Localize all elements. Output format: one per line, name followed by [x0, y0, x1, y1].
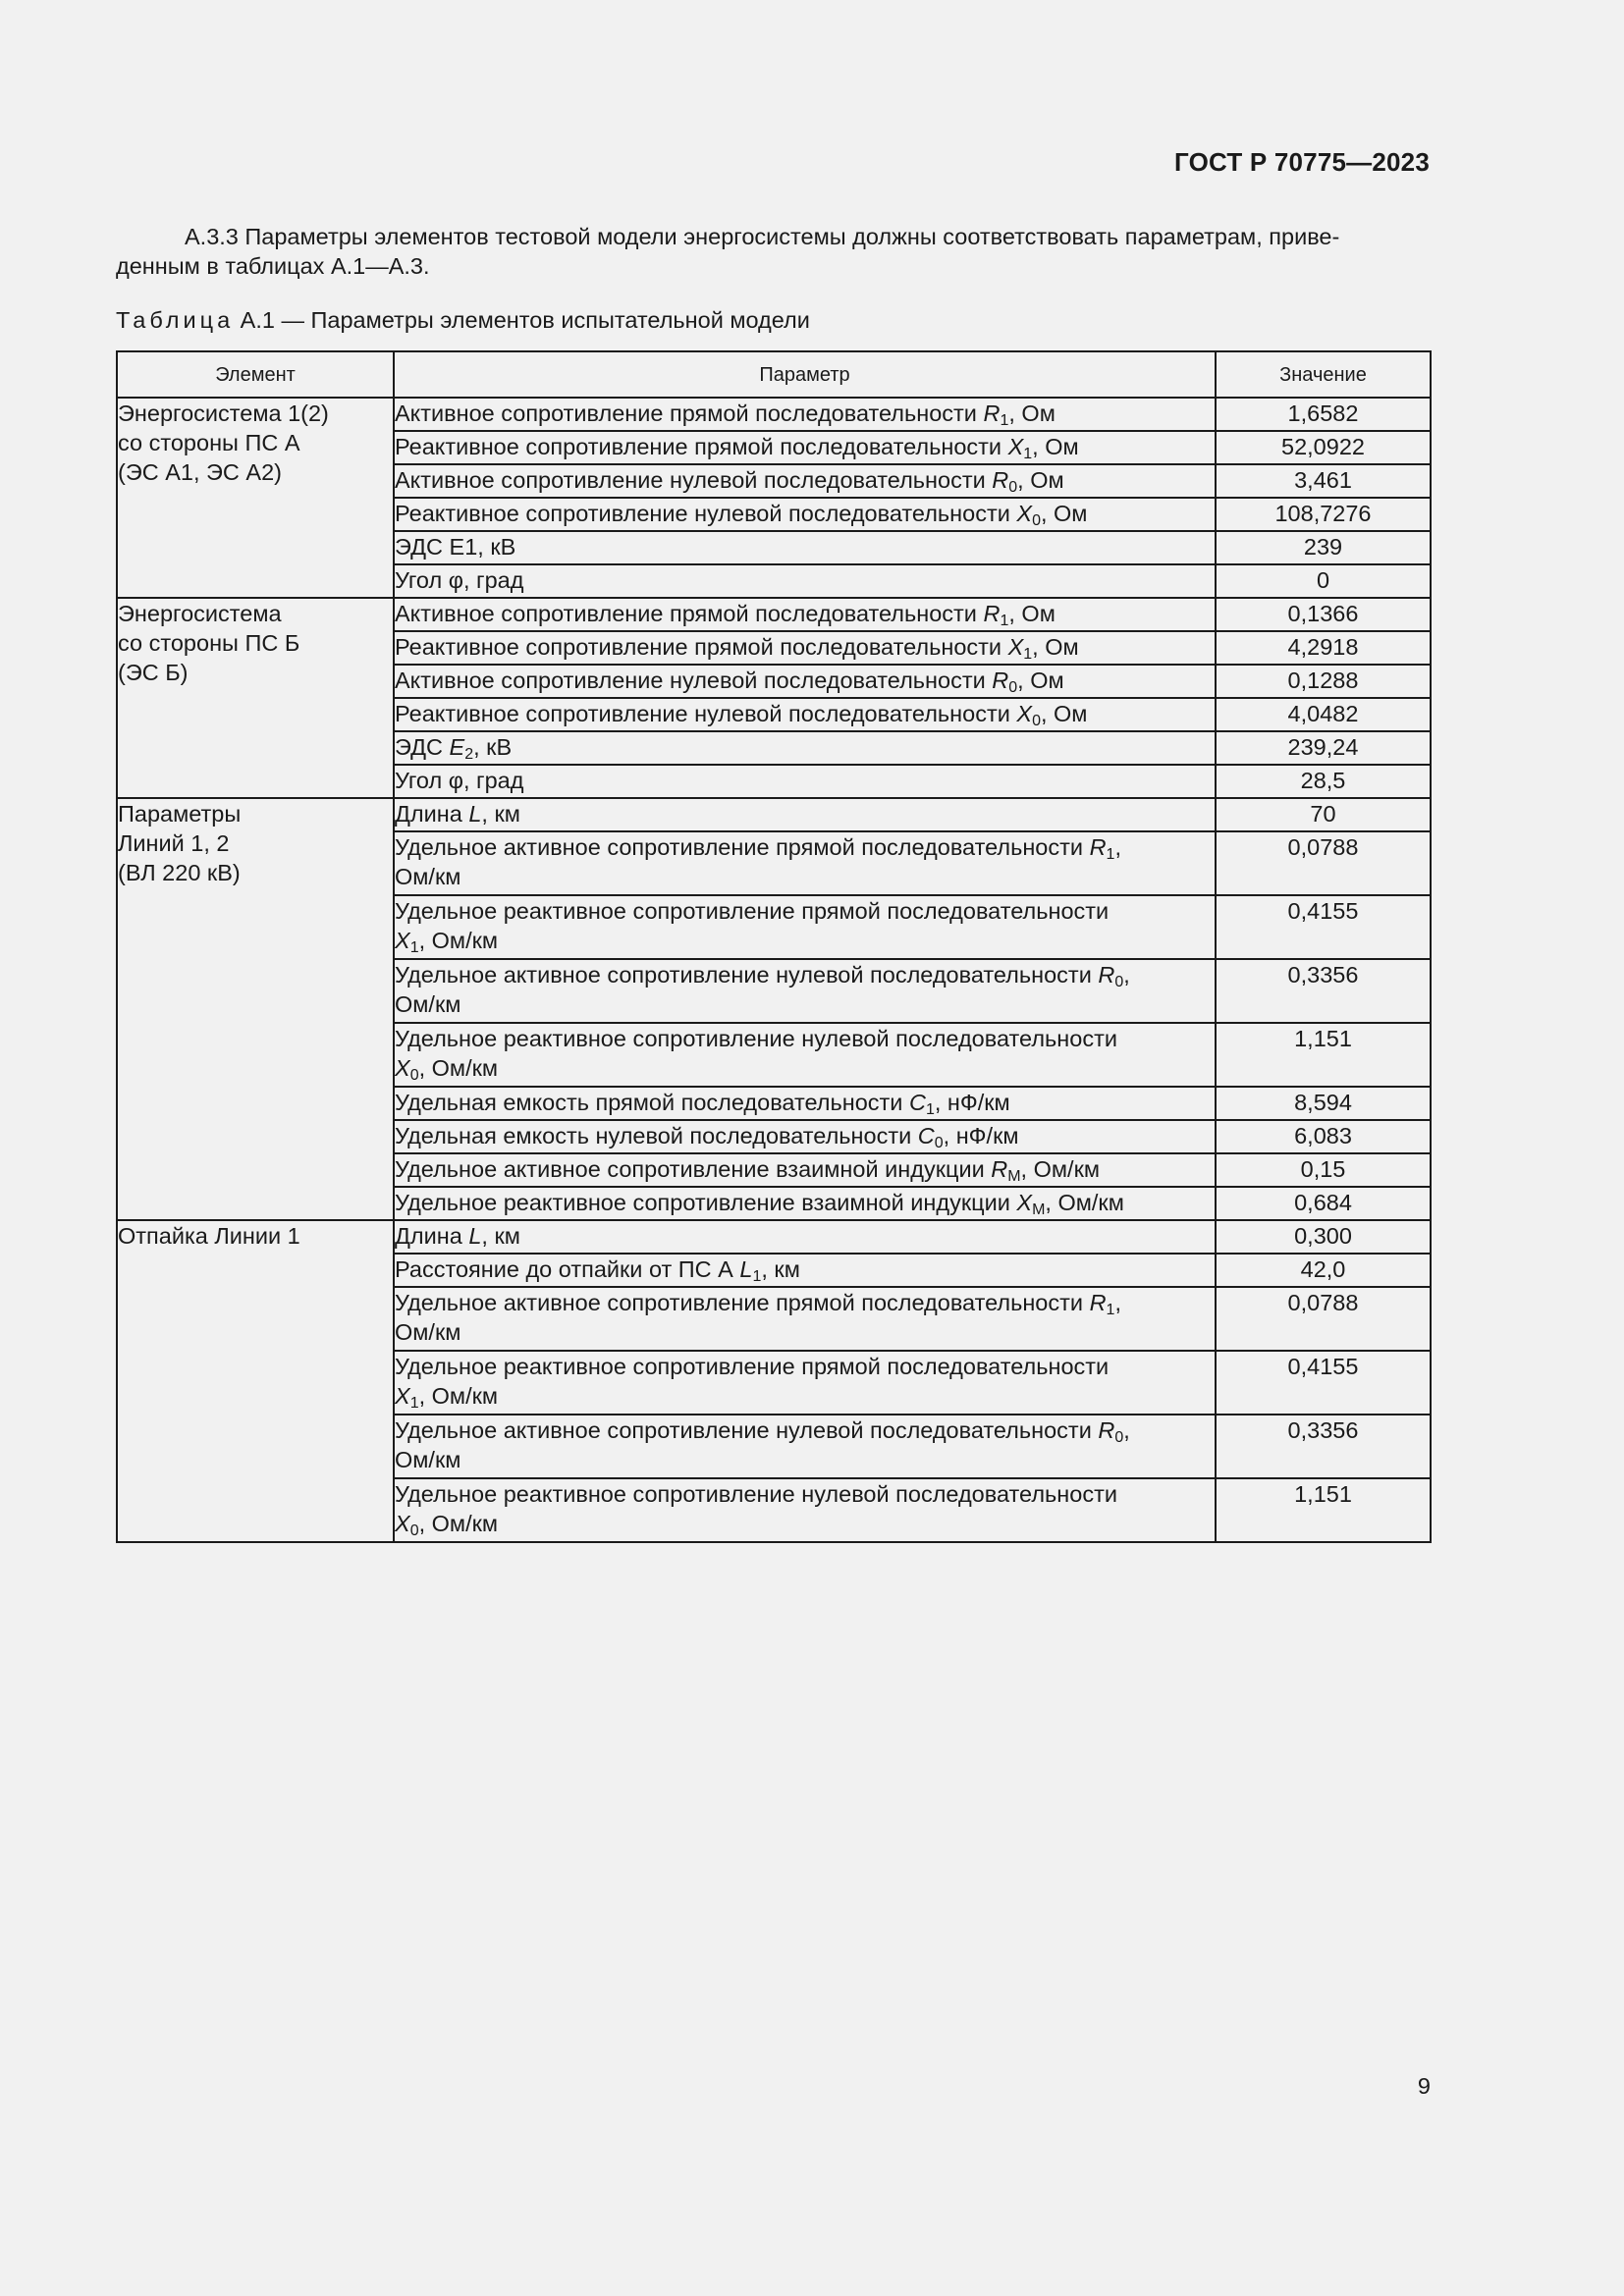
- value-cell: 0,1366: [1216, 598, 1431, 631]
- parameter-cell: Реактивное сопротивление прямой последовательности $X_1$, Ом: [394, 431, 1216, 464]
- element-line: Отпайка Линии 1: [118, 1223, 300, 1249]
- parameter-cell: Реактивное сопротивление нулевой последовательности $X_0$, Ом: [394, 698, 1216, 731]
- parameter-cell: Удельное реактивное сопротивление прямой последовательности $X_1$, Ом/км: [394, 1351, 1216, 1415]
- value-cell: 239: [1216, 531, 1431, 564]
- parameter-cell: Удельное активное сопротивление прямой последовательности $R_1$, Ом/км: [394, 1287, 1216, 1351]
- element-line: Энергосистема: [118, 601, 282, 626]
- table-row: [117, 1220, 1431, 1254]
- value-cell: 0: [1216, 564, 1431, 598]
- parameter-cell: Удельное реактивное сопротивление нулевой последовательности $X_0$, Ом/км: [394, 1023, 1216, 1087]
- element-cell: [117, 798, 394, 1220]
- parameter-cell: ЭДС Е1, кВ: [394, 531, 1216, 564]
- element-line: Энергосистема 1(2): [118, 400, 329, 426]
- value-cell: 0,3356: [1216, 959, 1431, 1023]
- parameter-cell: Удельная емкость нулевой последовательности $C_0$, нФ/км: [394, 1120, 1216, 1153]
- intro-paragraph: [116, 222, 1432, 281]
- intro-line-2: денным в таблицах А.1—А.3.: [116, 253, 430, 279]
- value-cell: 42,0: [1216, 1254, 1431, 1287]
- parameters-table: [116, 350, 1432, 1543]
- parameter-cell: Длина L, км: [394, 1220, 1216, 1254]
- value-cell: 0,0788: [1216, 831, 1431, 895]
- element-line: Линий 1, 2: [118, 830, 230, 856]
- parameter-cell: Реактивное сопротивление прямой последовательности $X_1$, Ом: [394, 631, 1216, 665]
- page-number: 9: [1417, 2073, 1431, 2099]
- parameter-cell: Удельное активное сопротивление нулевой последовательности $R_0$, Ом/км: [394, 1415, 1216, 1478]
- header-parameter: Параметр: [394, 351, 1216, 398]
- element-line: со стороны ПС А: [118, 430, 300, 455]
- parameter-cell: Удельная емкость прямой последовательности $C_1$, нФ/км: [394, 1087, 1216, 1120]
- parameter-cell: Активное сопротивление прямой последовательности $R_1$, Ом: [394, 398, 1216, 431]
- value-cell: 70: [1216, 798, 1431, 831]
- value-cell: 0,300: [1216, 1220, 1431, 1254]
- element-cell: [117, 398, 394, 598]
- parameter-cell: Удельное активное сопротивление нулевой последовательности $R_0$, Ом/км: [394, 959, 1216, 1023]
- element-cell: [117, 598, 394, 798]
- parameter-cell: Удельное реактивное сопротивление взаимной индукции $X_М$, Ом/км: [394, 1187, 1216, 1220]
- parameter-cell: Удельное активное сопротивление взаимной индукции $R_М$, Ом/км: [394, 1153, 1216, 1187]
- parameter-cell: Реактивное сопротивление нулевой последовательности $X_0$, Ом: [394, 498, 1216, 531]
- element-line: Параметры: [118, 801, 242, 827]
- parameter-cell: Активное сопротивление нулевой последовательности $R_0$, Ом: [394, 464, 1216, 498]
- table-caption: [116, 307, 810, 334]
- value-cell: 3,461: [1216, 464, 1431, 498]
- value-cell: 0,4155: [1216, 1351, 1431, 1415]
- element-cell: [117, 1220, 394, 1542]
- caption-label: Таблица: [116, 307, 235, 333]
- caption-text: А.1 — Параметры элементов испытательной модели: [234, 307, 810, 333]
- intro-line-1: А.3.3 Параметры элементов тестовой модели энергосистемы должны соответствовать параметрам, приве-: [185, 224, 1340, 249]
- table-row: [117, 598, 1431, 631]
- value-cell: 8,594: [1216, 1087, 1431, 1120]
- value-cell: 0,3356: [1216, 1415, 1431, 1478]
- value-cell: 4,2918: [1216, 631, 1431, 665]
- parameter-cell: Удельное реактивное сопротивление нулевой последовательности $X_0$, Ом/км: [394, 1478, 1216, 1542]
- parameter-cell: ЭДС $E_2$, кВ: [394, 731, 1216, 765]
- value-cell: 6,083: [1216, 1120, 1431, 1153]
- element-line: (ЭС Б): [118, 660, 189, 685]
- parameter-cell: Активное сопротивление нулевой последовательности $R_0$, Ом: [394, 665, 1216, 698]
- element-line: со стороны ПС Б: [118, 630, 300, 656]
- parameter-cell: Активное сопротивление прямой последовательности $R_1$, Ом: [394, 598, 1216, 631]
- value-cell: 4,0482: [1216, 698, 1431, 731]
- value-cell: 108,7276: [1216, 498, 1431, 531]
- value-cell: 0,0788: [1216, 1287, 1431, 1351]
- parameter-cell: Удельное активное сопротивление прямой последовательности $R_1$, Ом/км: [394, 831, 1216, 895]
- value-cell: 0,1288: [1216, 665, 1431, 698]
- value-cell: 52,0922: [1216, 431, 1431, 464]
- value-cell: 28,5: [1216, 765, 1431, 798]
- value-cell: 1,151: [1216, 1478, 1431, 1542]
- value-cell: 0,684: [1216, 1187, 1431, 1220]
- parameter-cell: Расстояние до отпайки от ПС А $L_1$, км: [394, 1254, 1216, 1287]
- table-row: [117, 798, 1431, 831]
- element-line: (ВЛ 220 кВ): [118, 860, 241, 885]
- parameter-cell: Удельное реактивное сопротивление прямой последовательности $X_1$, Ом/км: [394, 895, 1216, 959]
- value-cell: 1,6582: [1216, 398, 1431, 431]
- parameter-cell: Угол φ, град: [394, 765, 1216, 798]
- parameter-cell: Длина L, км: [394, 798, 1216, 831]
- table-row: [117, 398, 1431, 431]
- header-element: Элемент: [117, 351, 394, 398]
- value-cell: 239,24: [1216, 731, 1431, 765]
- header-value: Значение: [1216, 351, 1431, 398]
- value-cell: 0,15: [1216, 1153, 1431, 1187]
- value-cell: 1,151: [1216, 1023, 1431, 1087]
- document-id: ГОСТ Р 70775—2023: [1174, 147, 1430, 177]
- value-cell: 0,4155: [1216, 895, 1431, 959]
- parameter-cell: Угол φ, град: [394, 564, 1216, 598]
- table-header-row: [117, 351, 1431, 398]
- element-line: (ЭС А1, ЭС А2): [118, 459, 282, 485]
